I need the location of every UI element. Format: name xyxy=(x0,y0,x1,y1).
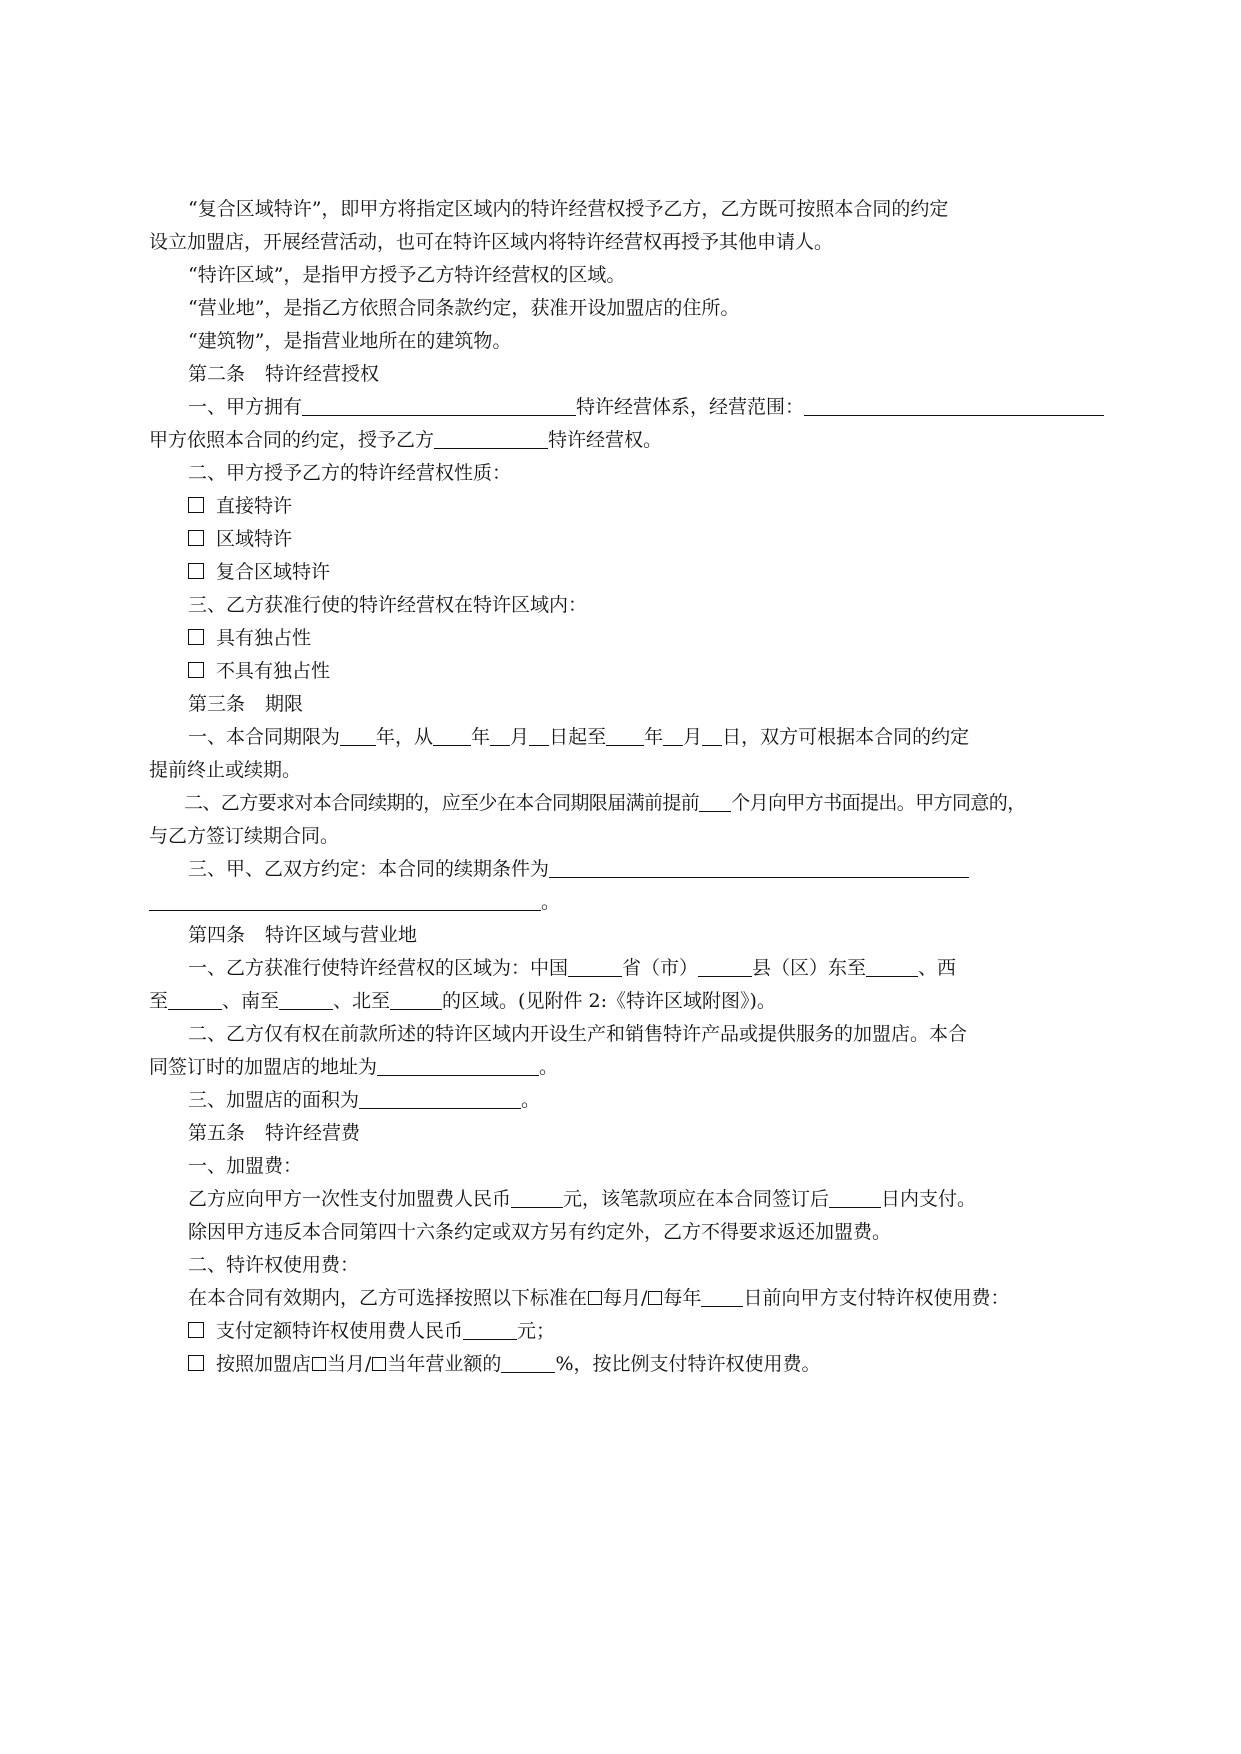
article-5-heading xyxy=(188,1121,360,1145)
article-5-para-1: 一、加盟费： xyxy=(188,1155,303,1177)
renewal-conditions-blank-2[interactable] xyxy=(149,890,541,911)
checkbox-monthly[interactable] xyxy=(588,1291,602,1305)
start-day-blank[interactable] xyxy=(529,725,549,746)
article-4-para-2: 二、乙方仅有权在前款所述的特许区域内开设生产和销售特许产品或提供服务的加盟店。本合 xyxy=(188,1023,968,1045)
store-address-blank[interactable] xyxy=(377,1055,539,1076)
end-day-blank[interactable] xyxy=(702,725,722,746)
option-direct-franchise: 直接特许 xyxy=(188,494,292,518)
option-fixed-royalty: 支付定额特许权使用费人民币 元； xyxy=(188,1319,555,1343)
article-5-para-5: 在本合同有效期内，乙方可选择按照以下标准在 每月/ 每年 日前向甲方支付特许权使用费： xyxy=(188,1287,1010,1309)
article-4-para-3: 三、加盟店的面积为 。 xyxy=(188,1089,541,1111)
article-2-heading xyxy=(188,362,379,386)
article-2-para-1: 一、甲方拥有 特许经营体系，经营范围： xyxy=(188,395,1104,419)
east-boundary-blank[interactable] xyxy=(866,956,918,977)
franchise-system-blank[interactable] xyxy=(302,395,576,416)
renewal-months-blank[interactable] xyxy=(699,791,731,812)
article-3-para-1-cont: 提前终止或续期。 xyxy=(149,759,302,781)
county-blank[interactable] xyxy=(698,956,752,977)
checkbox-yearly[interactable] xyxy=(648,1291,662,1305)
article-4-para-1-cont: 至 、南至 、北至 的区域。(见附件 2:《特许区域附图》)。 xyxy=(149,990,776,1012)
article-3-para-1: 一、本合同期限为 年，从 年 月 日起至 年 月 日，双方可根据本合同的约定 xyxy=(188,726,970,748)
start-year-blank[interactable] xyxy=(433,725,471,746)
option-composite-franchise: 复合区域特许 xyxy=(188,560,330,584)
article-3-para-2-cont: 与乙方签订续期合同。 xyxy=(149,825,340,847)
article-5-para-3: 除因甲方违反本合同第四十六条约定或双方另有约定外，乙方不得要求返还加盟费。 xyxy=(188,1221,892,1243)
province-blank[interactable] xyxy=(568,956,622,977)
payment-days-blank[interactable] xyxy=(829,1187,881,1208)
article-3-para-2: 二、乙方要求对本合同续期的，应至少在本合同期限届满前提前 个月向甲方书面提出。甲方同意的， xyxy=(184,792,1026,814)
article-2-title: 特许经营授权 xyxy=(265,363,380,385)
checkbox-exclusive[interactable] xyxy=(188,629,204,645)
option-area-franchise: 区域特许 xyxy=(188,527,292,551)
article-3-title: 期限 xyxy=(265,693,304,715)
business-scope-blank[interactable] xyxy=(804,395,1104,416)
definition-composite-line2: 设立加盟店，开展经营活动，也可在特许区域内将特许经营权再授予其他申请人。 xyxy=(149,231,834,253)
article-5-number: 第五条 xyxy=(188,1122,246,1144)
checkbox-current-year[interactable] xyxy=(372,1357,386,1371)
article-3-para-3: 三、甲、乙双方约定：本合同的续期条件为 xyxy=(188,857,969,881)
article-2-para-2: 二、甲方授予乙方的特许经营权性质： xyxy=(188,462,512,484)
checkbox-composite-franchise[interactable] xyxy=(188,563,204,579)
checkbox-percentage-royalty[interactable] xyxy=(188,1355,204,1371)
definition-composite-line1: “复合区域特许”，即甲方将指定区域内的特许经营权授予乙方，乙方既可按照本合同的约定 xyxy=(188,198,949,220)
article-3-number: 第三条 xyxy=(188,693,246,715)
article-2-para-3: 三、乙方获准行使的特许经营权在特许区域内： xyxy=(188,594,588,616)
definition-franchise-area: “特许区域”，是指甲方授予乙方特许经营权的区域。 xyxy=(188,264,626,286)
option-non-exclusive: 不具有独占性 xyxy=(188,659,330,683)
article-5-para-2: 乙方应向甲方一次性支付加盟费人民币 元，该笔款项应在本合同签订后 日内支付。 xyxy=(188,1188,977,1210)
south-boundary-blank[interactable] xyxy=(279,989,333,1010)
article-4-para-1: 一、乙方获准行使特许经营权的区域为：中国 省（市） 县（区）东至 、西 xyxy=(188,957,957,979)
store-area-blank[interactable] xyxy=(359,1088,521,1109)
franchise-grant-blank[interactable] xyxy=(434,428,548,449)
term-years-blank[interactable] xyxy=(340,725,376,746)
article-2-para-1-cont: 甲方依照本合同的约定，授予乙方 特许经营权。 xyxy=(149,429,663,451)
west-boundary-blank[interactable] xyxy=(168,989,222,1010)
article-4-title: 特许区域与营业地 xyxy=(265,924,418,946)
checkbox-fixed-royalty[interactable] xyxy=(188,1322,204,1338)
checkbox-current-month[interactable] xyxy=(312,1357,326,1371)
royalty-day-blank[interactable] xyxy=(701,1286,743,1307)
start-month-blank[interactable] xyxy=(490,725,510,746)
article-2-number: 第二条 xyxy=(188,363,246,385)
renewal-conditions-blank-1[interactable] xyxy=(549,857,969,878)
article-4-para-2-cont: 同签订时的加盟店的地址为 。 xyxy=(149,1056,559,1078)
article-3-heading xyxy=(188,692,303,716)
definition-business-place: “营业地”，是指乙方依照合同条款约定，获准开设加盟店的住所。 xyxy=(188,297,740,319)
article-3-para-3-cont: 。 xyxy=(149,890,560,914)
end-month-blank[interactable] xyxy=(663,725,683,746)
franchise-fee-amount-blank[interactable] xyxy=(511,1187,563,1208)
royalty-percentage-blank[interactable] xyxy=(501,1352,555,1373)
north-boundary-blank[interactable] xyxy=(390,989,442,1010)
option-percentage-royalty: 按照加盟店 当月/ 当年营业额的 %，按比例支付特许权使用费。 xyxy=(188,1352,821,1376)
end-year-blank[interactable] xyxy=(606,725,644,746)
fixed-royalty-amount-blank[interactable] xyxy=(463,1319,517,1340)
article-5-para-4: 二、特许权使用费： xyxy=(188,1254,360,1276)
article-4-number: 第四条 xyxy=(188,924,246,946)
article-4-heading xyxy=(188,923,417,947)
checkbox-non-exclusive[interactable] xyxy=(188,662,204,678)
option-exclusive: 具有独占性 xyxy=(188,626,311,650)
definition-building: “建筑物”，是指营业地所在的建筑物。 xyxy=(188,330,512,352)
checkbox-direct-franchise[interactable] xyxy=(188,497,204,513)
checkbox-area-franchise[interactable] xyxy=(188,530,204,546)
article-5-title: 特许经营费 xyxy=(265,1122,361,1144)
